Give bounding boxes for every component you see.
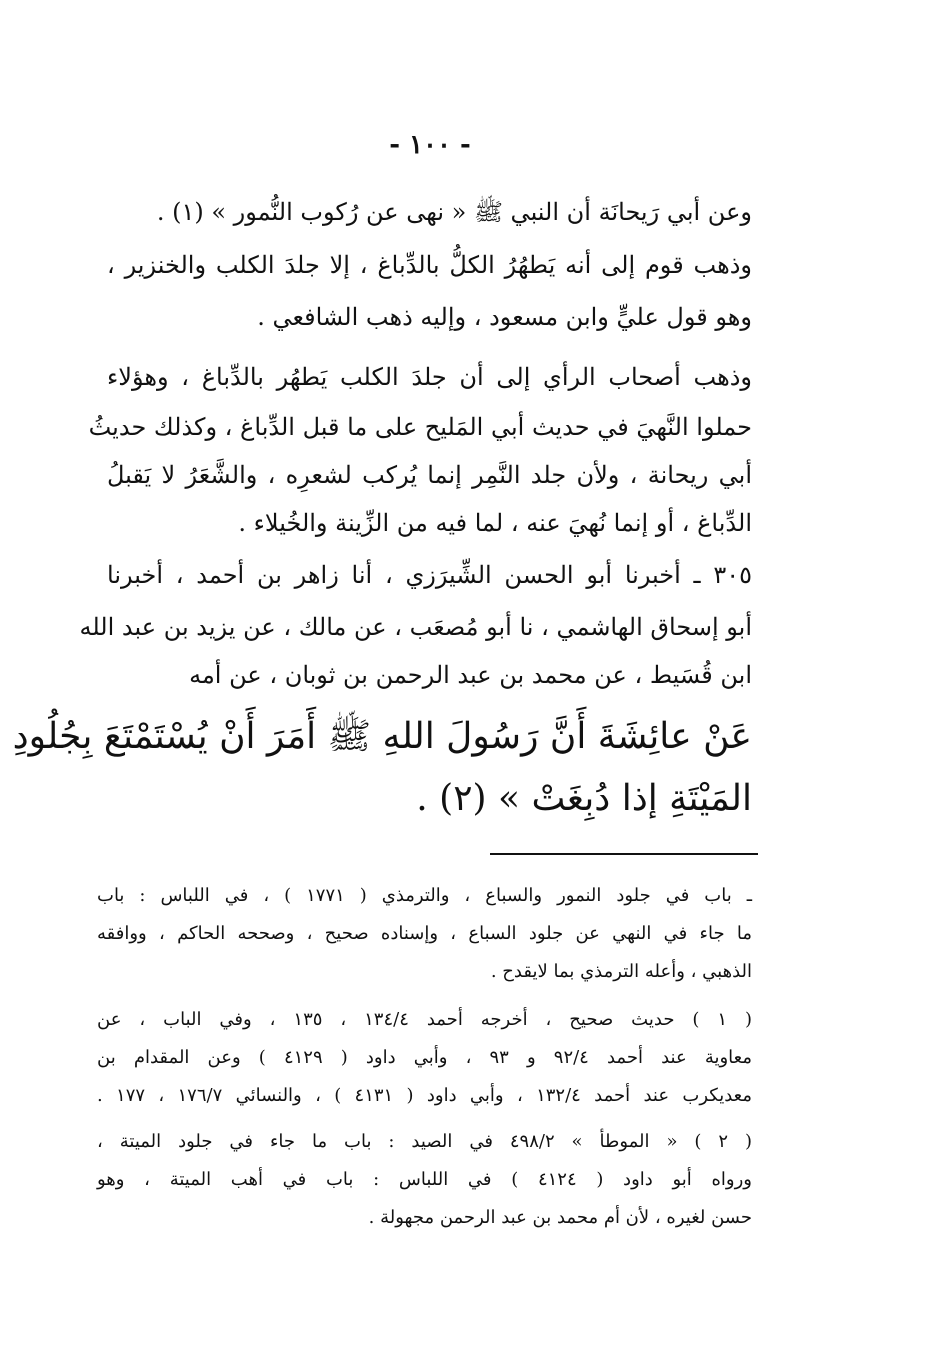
body-line: أبي ريحانة ، ولأن جلد النَّمِر إنما يُركب لشعرِه ، والشَّعَرُ لا يَقبلُ [107, 461, 752, 489]
footnote-line: ـ باب في جلود النمور والسباع ، والترمذي ( ١٧٧١ ) ، في اللباس : باب [97, 885, 752, 906]
page-number: - ١٠٠ - [389, 130, 471, 160]
body-line: وذهب قوم إلى أنه يَطهُرُ الكلُّ بالدِّباغ ، إلا جلدَ الكلب والخنزير ، [107, 251, 752, 279]
body-line: ٣٠٥ ـ أخبرنا أبو الحسن الشِّيرَزي ، أنا زاهر بن أحمد ، أخبرنا [107, 561, 752, 589]
body-line: وهو قول عليٍّ وابن مسعود ، وإليه ذهب الشافعي . [257, 303, 752, 331]
body-line: وذهب أصحاب الرأي إلى أن جلدَ الكلب يَطهُر بالدِّباغ ، وهؤلاء [107, 363, 753, 391]
footnote-line: ورواه أبو داود ( ٤١٢٤ ) في اللباس : باب في أهب الميتة ، وهو [97, 1169, 752, 1190]
body-line: حملوا النَّهيَ في حديث أبي المَليح على ما قبل الدِّباغ ، وكذلك حديثُ [88, 413, 752, 441]
footnote-line: ما جاء في النهي عن جلود السباع ، وإسناده صحيح ، وصححه الحاكم ، ووافقه [97, 923, 752, 944]
body-line: أبو إسحاق الهاشمي ، نا أبو مُصعَب ، عن مالك ، عن يزيد بن عبد الله [79, 613, 752, 641]
hadith-text-line: المَيْتَةِ إذا دُبِغَتْ » (٢) . [416, 778, 752, 819]
body-line: ابن قُسَيط ، عن محمد بن عبد الرحمن بن ثوبان ، عن أمه [189, 661, 752, 689]
body-line: وعن أبي رَيحانَة أن النبي ﷺ « نهى عن رُكوب النُّمور » (١) . [156, 198, 752, 226]
footnote-line: حسن لغيره ، لأن أم محمد بن عبد الرحمن مجهولة . [368, 1207, 752, 1228]
footnote-line: ( ١ ) حديث صحيح ، أخرجه أحمد ١٣٤/٤ ، ١٣٥ ، وفي الباب ، عن [97, 1009, 752, 1030]
footnote-line: الذهبي ، وأعله الترمذي بما لايقدح . [490, 961, 752, 982]
footnote-line: ( ٢ ) « الموطأ » ٤٩٨/٢ في الصيد : باب ما جاء في جلود الميتة ، [97, 1131, 752, 1152]
hadith-text-line: عَنْ عائِشَةَ أَنَّ رَسُولَ اللهِ ﷺ أَمَرَ أَنْ يُسْتَمْتَعَ بِجُلُودِ [12, 716, 752, 757]
footnote-line: معاوية عند أحمد ٩٢/٤ و ٩٣ ، وأبي داود ( ٤١٢٩ ) وعن المقدام بن [97, 1047, 752, 1068]
body-line: الدِّباغ ، أو إنما نُهيَ عنه ، لما فيه من الزِّينة والخُيلاء . [238, 509, 752, 537]
footnote-line: معديكرب عند أحمد ١٣٢/٤ ، وأبي داود ( ٤١٣١ ) ، والنسائي ١٧٦/٧ ، ١٧٧ . [97, 1085, 752, 1106]
footnote-separator [490, 853, 758, 855]
